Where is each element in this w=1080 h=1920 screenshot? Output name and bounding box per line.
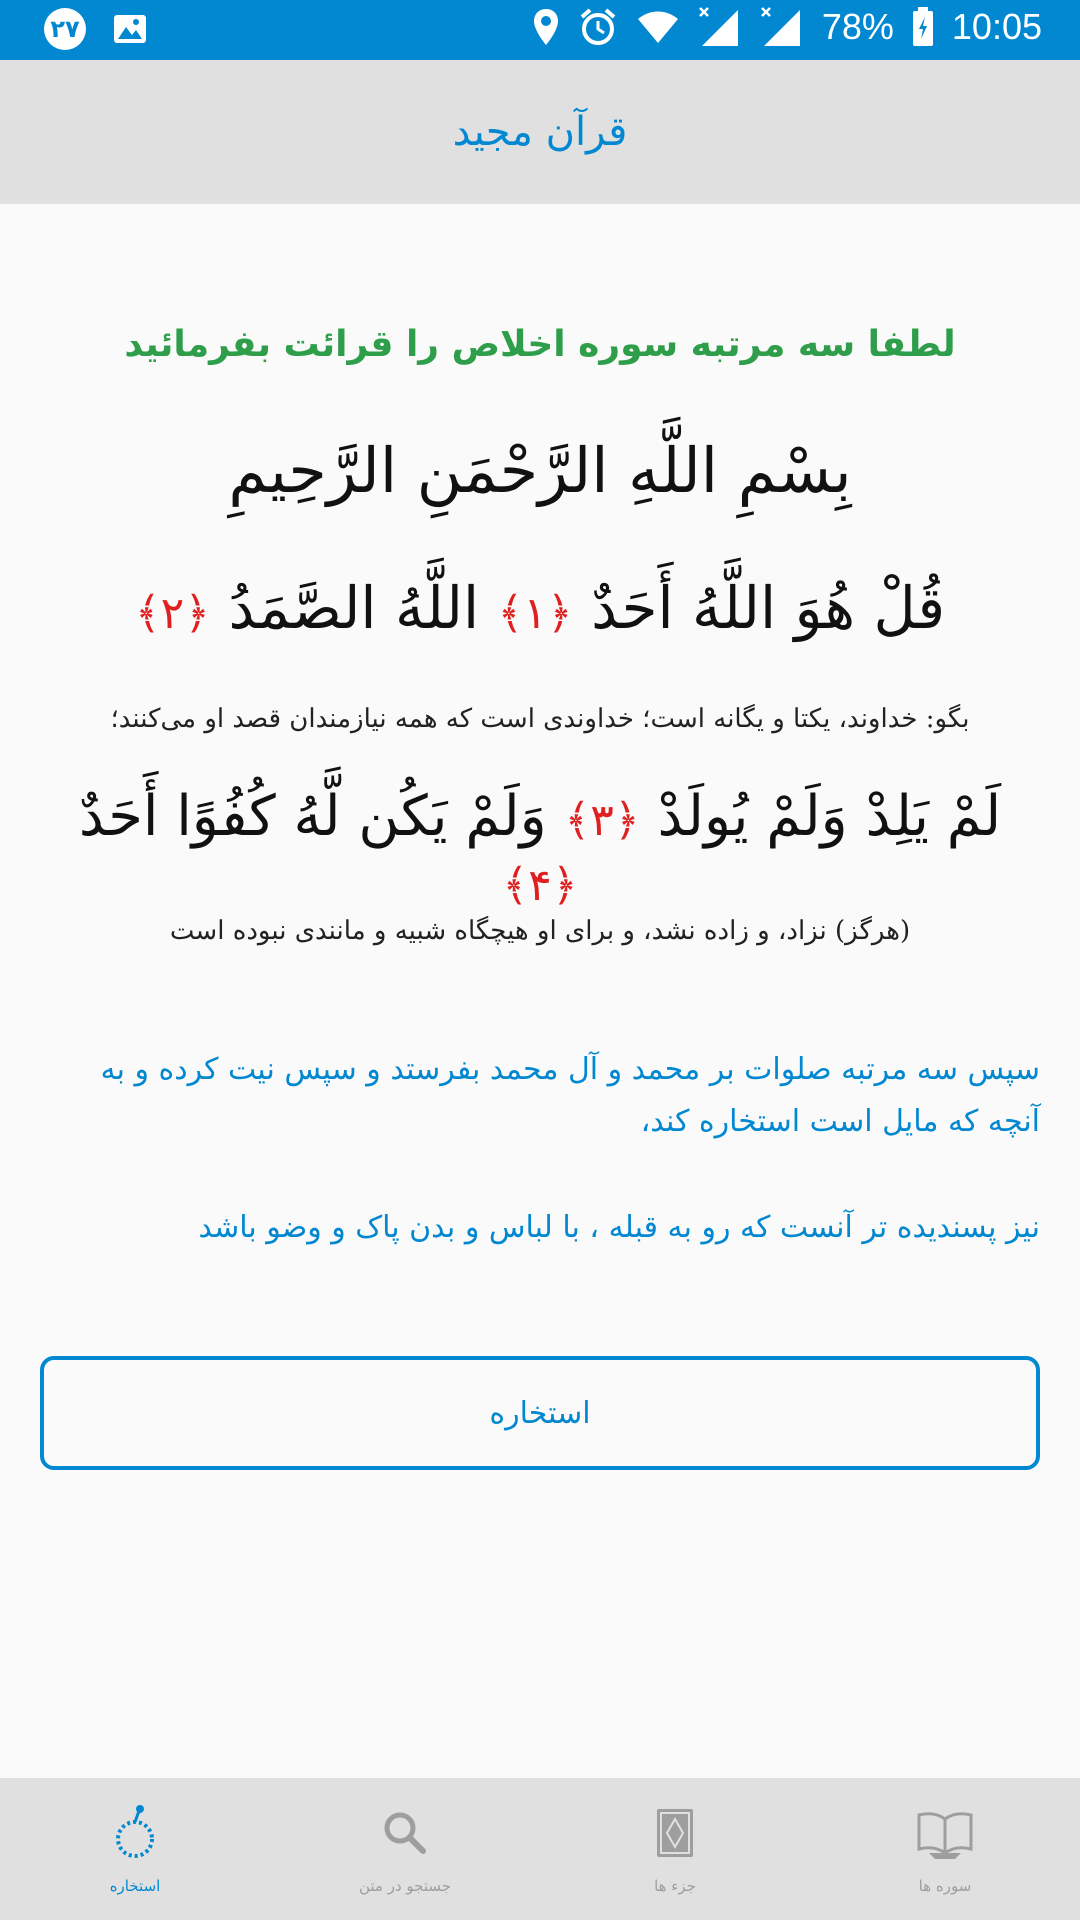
alarm-icon [578,7,618,47]
battery-icon [912,7,934,47]
translation-1: بگو: خداوند، یکتا و یگانه است؛ خداوندی است که همه نیازمندان قصد او می‌کنند؛ [110,704,970,734]
nav-item-juz[interactable] [540,1778,810,1920]
verse-line-1 [50,574,1030,642]
verse-3: لَمْ يَلِدْ وَلَمْ يُولَدْ [657,784,1002,849]
translation-2: (هرگز) نزاد، و زاده نشد، و برای او هیچگاه شبیه و مانندی نبوده است [169,916,911,946]
bismillah: بِسْمِ اللَّهِ الرَّحْمَنِ الرَّحِيمِ [228,434,852,507]
wifi-icon [636,9,680,45]
nav-label-surahs: سوره ها [918,1877,972,1895]
nav-label-istikhara: استخاره [109,1877,161,1895]
verse-line-2 [50,784,1030,914]
open-book-icon [915,1803,975,1863]
page-title: قرآن مجید [452,109,628,155]
istikhara-button[interactable] [40,1356,1040,1470]
bottom-nav [0,1778,1080,1920]
signal-icon [760,6,804,48]
istikhara-button-label: استخاره [489,1395,591,1431]
verse-number-1: ﴿۱﴾ [497,588,573,639]
image-icon [112,13,148,45]
clock: 10:05 [951,6,1042,47]
verse-number-3: ﴿۳﴾ [564,795,640,846]
status-bar [0,0,1080,60]
quran-book-icon [645,1803,705,1863]
notification-badge: ۲۷ [44,8,86,50]
instruction-salawat: سپس سه مرتبه صلوات بر محمد و آل محمد بفرستد و سپس نیت کرده و به آنچه که مایل است استخاره کند، [100,1052,1040,1139]
verse-2: اللَّهُ الصَّمَدُ [228,574,480,642]
verse-number-2: ﴿۲﴾ [134,588,211,639]
location-icon [532,7,560,47]
main-content [0,204,1080,1778]
search-icon [375,1803,435,1863]
app-bar [0,60,1080,204]
verse-1: قُلْ هُوَ اللَّهُ أَحَدٌ [591,574,946,642]
nav-item-surahs[interactable] [810,1778,1080,1920]
nav-label-juz: جزء ها [654,1877,696,1895]
nav-item-search[interactable] [270,1778,540,1920]
verse-4: وَلَمْ يَكُن لَّهُ كُفُوًا أَحَدٌ [78,784,547,849]
nav-label-search: جستجو در متن [358,1877,452,1895]
battery-percent: 78% [821,6,894,47]
signal-icon [698,6,742,48]
nav-item-istikhara[interactable] [0,1778,270,1920]
instruction-recite: لطفا سه مرتبه سوره اخلاص را قرائت بفرمائید [124,324,956,365]
instruction-qibla: نیز پسندیده تر آنست که رو به قبله ، با لباس و بدن پاک و وضو باشد [198,1210,1040,1245]
verse-number-4: ﴿۴﴾ [502,860,578,911]
rosary-icon [105,1803,165,1863]
